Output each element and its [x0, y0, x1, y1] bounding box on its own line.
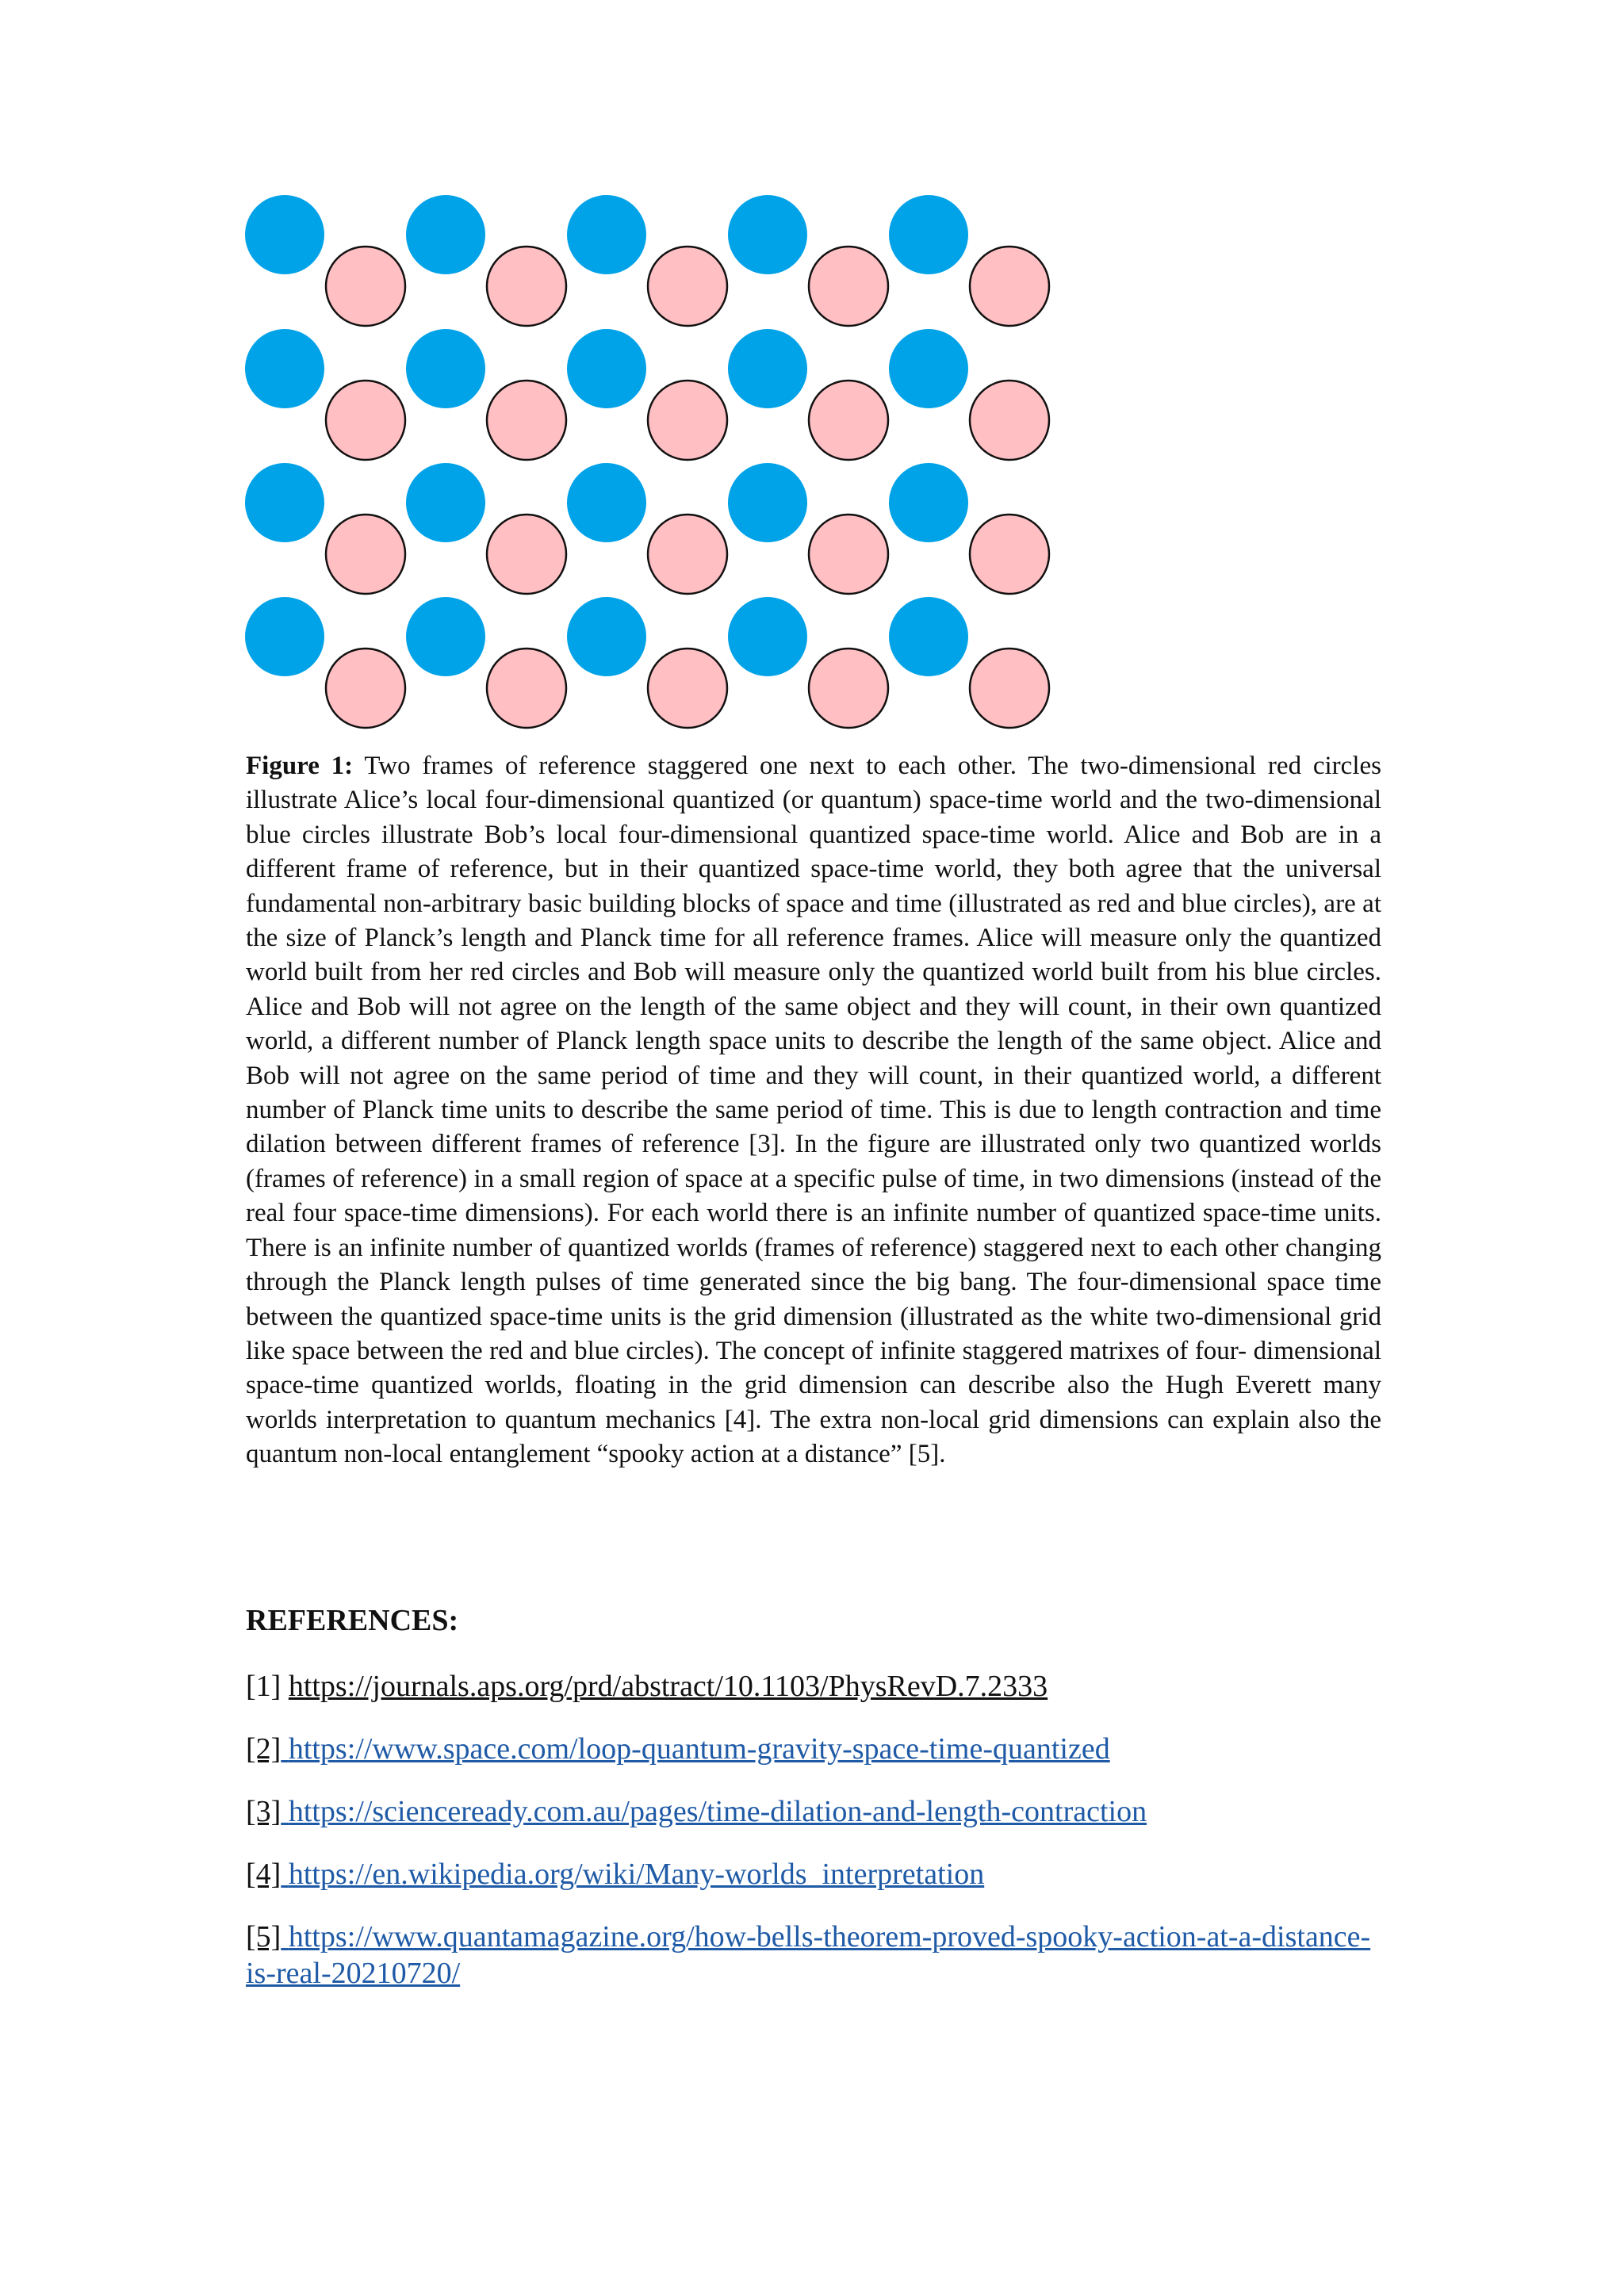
reference-link-5[interactable]: https://www.quantamagazine.org/how-bells-theorem-proved-spooky-action-at-a-distance-is-real-20210720/ — [246, 1920, 1371, 1990]
red-circle — [970, 515, 1049, 594]
red-circle — [648, 381, 727, 460]
blue-circle — [889, 195, 968, 274]
blue-circle — [567, 463, 646, 542]
blue-circle — [889, 463, 968, 542]
red-circle — [326, 247, 405, 326]
blue-circle — [245, 597, 324, 676]
red-circle — [326, 515, 405, 594]
red-circle — [487, 381, 566, 460]
blue-circle — [728, 329, 807, 408]
blue-circle — [728, 195, 807, 274]
reference-link-3[interactable]: https://scienceready.com.au/pages/time-dilation-and-length-contraction — [288, 1795, 1147, 1828]
blue-circle — [406, 597, 485, 676]
red-circle — [326, 381, 405, 460]
figure-label: Figure 1: — [246, 752, 354, 780]
reference-number: [4] — [246, 1858, 282, 1891]
red-circle — [809, 515, 888, 594]
blue-circle — [406, 195, 485, 274]
blue-circle — [889, 329, 968, 408]
red-circle — [487, 649, 566, 728]
reference-link-2[interactable]: https://www.space.com/loop-quantum-gravity-space-time-quantized — [288, 1732, 1110, 1766]
reference-2 — [246, 1731, 1388, 1767]
red-circle — [809, 247, 888, 326]
reference-link-1[interactable]: https://journals.aps.org/prd/abstract/10.1103/PhysRevD.7.2333 — [288, 1670, 1048, 1703]
blue-circle — [406, 463, 485, 542]
red-circle — [809, 381, 888, 460]
red-circle — [326, 649, 405, 728]
blue-circle — [245, 463, 324, 542]
reference-4 — [246, 1856, 1388, 1892]
reference-link-4[interactable]: https://en.wikipedia.org/wiki/Many-worlds_interpretation — [288, 1858, 985, 1891]
red-circle — [648, 649, 727, 728]
red-circle — [970, 381, 1049, 460]
red-circle — [487, 515, 566, 594]
blue-circle — [567, 597, 646, 676]
red-circle — [970, 649, 1049, 728]
blue-circle — [728, 463, 807, 542]
reference-number: [5] — [246, 1920, 282, 1954]
reference-1 — [246, 1668, 1388, 1705]
red-circle — [648, 515, 727, 594]
red-circle — [809, 649, 888, 728]
references-heading: REFERENCES: — [246, 1604, 459, 1637]
reference-number: [1] — [246, 1670, 282, 1703]
red-circle — [487, 247, 566, 326]
blue-circle — [889, 597, 968, 676]
staggered-circles-figure — [243, 193, 1051, 733]
blue-circle — [245, 329, 324, 408]
reference-3 — [246, 1793, 1388, 1830]
red-circle — [970, 247, 1049, 326]
blue-circle — [567, 329, 646, 408]
blue-circle — [245, 195, 324, 274]
reference-number: [3] — [246, 1795, 282, 1828]
blue-circle — [728, 597, 807, 676]
blue-circle — [406, 329, 485, 408]
red-circle — [648, 247, 727, 326]
caption-text: Two frames of reference staggered one next to each other. The two-dimensional red circles illustrate Alice’s local four-dimensional quantized (or quantum) space-time world and the two-dimensional blue circles illustrate Bob’s local four-dimensional quantized space-time world. Alice and Bob are in a different frame of reference, but in their quantized space-time world, they both agree that the universal fundamental non-arbitrary basic building blocks of space and time (illustrated as red and blue circles), are at the size of Planck’s length and Planck time for all reference frames. Alice will measure only the quantized world built from her red circles and Bob will measure only the quantized world built from his blue circles. Alice and Bob will not agree on the length of the same object and they will count, in their own quantized world, a different number of Planck length space units to describe the length of the same object. Alice and Bob will not agree on the same period of time and they will count, in their quantized world, a different number of Planck time units to describe the same period of time. This is due to length contraction and time dilation between different frames of reference [3]. In the figure are illustrated only two quantized worlds (frames of reference) in a small region of space at a specific pulse of time, in two dimensions (instead of the real four space-time dimensions). For each world there is an infinite number of quantized space-time units. There is an infinite number of quantized worlds (frames of reference) staggered next to each other changing through the Planck length pulses of time generated since the big bang. The four-dimensional space time between the quantized space-time units is the grid dimension (illustrated as the white two-dimensional grid like space between the red and blue circles). The concept of infinite staggered matrixes of four- dimensional space-time quantized worlds, floating in the grid dimension can describe also the Hugh Everett many worlds interpretation to quantum mechanics [4]. The extra non-local grid dimensions can explain also the quantum non-local entanglement “spooky action at a distance” [5]. — [246, 752, 1381, 1469]
reference-5 — [246, 1919, 1388, 1992]
figure-caption — [246, 749, 1381, 1472]
reference-number: [2] — [246, 1732, 282, 1766]
blue-circle — [567, 195, 646, 274]
